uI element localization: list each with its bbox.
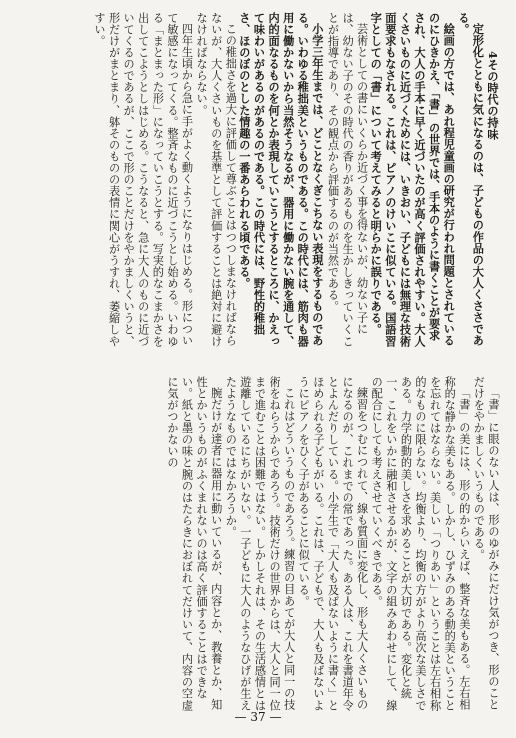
section-heading: 4その時代の持味 <box>486 51 500 141</box>
paragraph: 腕だけが達者に器用に動いているが、内容とか、教養とか、知性とかいうものがふくまれないのは高く評価することはできない。紙と墨の味と腕のはたらきにおぼれてだけいて、内容の空虚に気がつかないの <box>165 376 223 711</box>
paragraph: 練習をつむにつれて、線も質面に変化し、形も大人くさいものになるのが、これまでの常であった。ある人は、これを書道年令とよんだりしている。小学生で「大人も及ばないように書く」とほめられる子どもがいる。これは、子どもで、大人も及ばないようにピアノをひく子があることに似ている。 <box>297 376 369 711</box>
paragraph: 「書」に眼のない人は、形のゆがみにだけ気がつき、形のことだけをやかましくいうものである。 <box>472 376 500 711</box>
paragraph: 「書」の美には、形の的からいえば、整斉な美もある。左右相称的な静かな美もある。しかし、ひずみのある動的美ということを忘れてはならない。美しい「つりあい」ということは左右相称的なものに限らない。均衡より、均衡の方がより高次な美しさである。力学的動的美しさを求めることが大切である。変化と統一、これをいかに融和させるかが、文字の組みあわせにして、線の配合にしても考えさせていくべきである。 <box>370 376 471 711</box>
page-number: — 37 — <box>234 710 282 724</box>
paragraph: 絵画の方では、あれ程児童画の研究が行われ問題とされているのにひきかえ、「書」の世界では、手本のように書くことが要求され、大人の手本に早く近づいたのが高く評価されやすい。大人くさいものに近づくためには、いきおい、子どもには無理な技術面要求もなされる。これは、ピアノのけいこに似ている。国語習字としての「書」について考えてみると明らかに誤りである。 <box>369 12 457 347</box>
paragraph: 小学三年生までは、どことなくぎこちない表現をするものである。いわゆる稚拙美というものである。この時代には、筋肉も器用に働かないから当然そうなるが、器用に働かない腕を通して、内的面なるものを何とか表現していこうとするところに、かえって味わいがあるのがあるのである。この時代には、野性的稚拙さ、ほのぼのとした情趣の一番あらわれる頃である。 <box>237 12 325 347</box>
paragraph: 芸術としての書にいくらか近づく事を得ないが、幼ない子には、幼ない子のその時代の香りがあるものを生かしきっていくことが指導であり、その観点から評価するのが当然である。 <box>326 12 369 347</box>
paragraph: この稚拙さを過大に評価して尊ぶことはつつしまなければならないが、大人くさいものを基準として評価することは絶対に避けなければならない。 <box>195 12 238 347</box>
paragraph: これはどういうものであろう。練習の目あてが大人と同一の技術をねらうからであろう。技術だけの世界からは、大人と同一位まで進むことは困難ではない。しかしそれは、その生活感情とは遊離しているにちがいない。一子どもに大人のようなひげが生えたようなものではなかろうか。 <box>224 376 296 711</box>
upper-text-block <box>16 12 500 348</box>
paragraph: 四年生頃から急に手がよく動くようになりはじめる。形について敏感になってくる。整斉なものに近づこうとし始める。いわゆる「まとまった形」になっていこうとする。写実的なこまかさを出してこようとしはじめる。こうなると、急に大人のものに近づいてくるのであるが、ここで形のことだけをやかましくいうと、形だけがまとまり、躰そのものの表情に関心がうすれ、萎縮しやすい。 <box>92 12 194 347</box>
lower-text-block <box>16 376 500 712</box>
paragraph: 定形化とともに気になるのは、子どもの作品の大人くささである。 <box>456 12 486 347</box>
